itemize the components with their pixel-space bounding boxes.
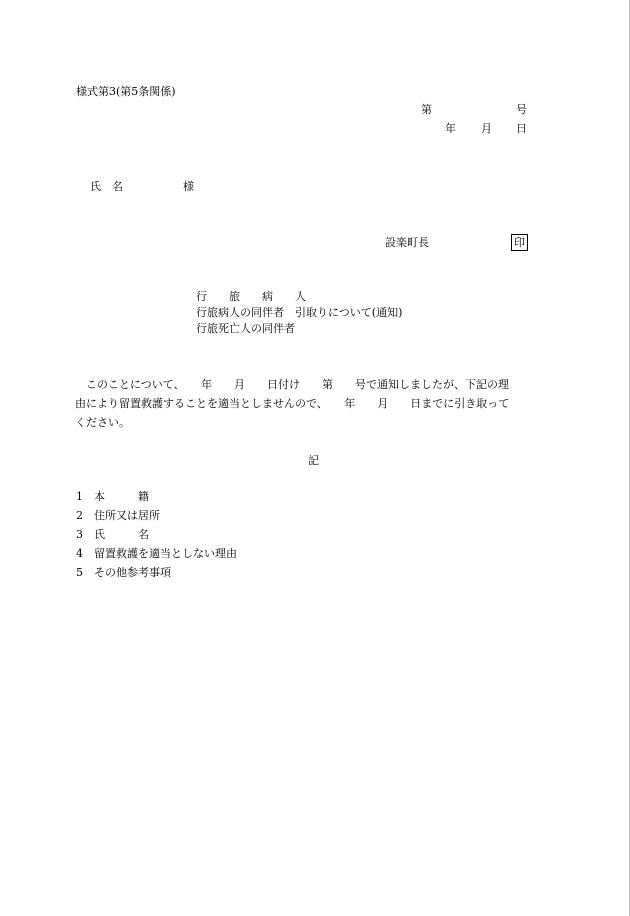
date-month: 月 — [481, 122, 492, 135]
list-item — [76, 510, 237, 529]
sender-title: 設楽町長 — [385, 236, 429, 249]
subject-line-2: 行旅病人の同伴者 引取りについて(通知) — [196, 306, 403, 319]
seal-mark: 印 — [511, 234, 528, 251]
body-line-1: このことについて、 年 月 日付け 第 号で通知しましたが、下記の理 — [75, 378, 510, 391]
form-label: 様式第3(第5条関係) — [76, 85, 176, 98]
body-paragraph — [75, 379, 557, 436]
item-number: 2 — [76, 509, 83, 522]
ki-heading: 記 — [308, 454, 319, 467]
body-line-2: 由により留置救護することを適当としませんので、 年 月 日までに引き取って — [75, 397, 510, 410]
list-item — [76, 548, 237, 567]
doc-number-suffix: 号 — [516, 103, 527, 116]
item-label: その他参考事項 — [94, 566, 171, 579]
list-item — [76, 491, 237, 510]
list-item — [76, 529, 237, 548]
date-day: 日 — [516, 122, 527, 135]
date-year: 年 — [445, 122, 456, 135]
item-number: 3 — [76, 528, 83, 541]
item-list — [76, 491, 237, 586]
item-label: 本 籍 — [94, 490, 149, 503]
subject-line-3: 行旅死亡人の同伴者 — [196, 322, 295, 335]
item-label: 氏 名 — [94, 528, 149, 541]
item-label: 留置救護を適当としない理由 — [94, 547, 237, 560]
list-item — [76, 567, 237, 586]
subject-line-1: 行 旅 病 人 — [196, 290, 306, 303]
body-line-3: ください。 — [75, 416, 130, 429]
item-number: 5 — [76, 566, 83, 579]
item-number: 4 — [76, 547, 83, 560]
item-number: 1 — [76, 490, 83, 503]
addressee-honorific: 様 — [183, 180, 194, 193]
addressee-name-label: 氏 名 — [90, 180, 123, 193]
item-label: 住所又は居所 — [94, 509, 160, 522]
doc-number-prefix: 第 — [421, 103, 432, 116]
